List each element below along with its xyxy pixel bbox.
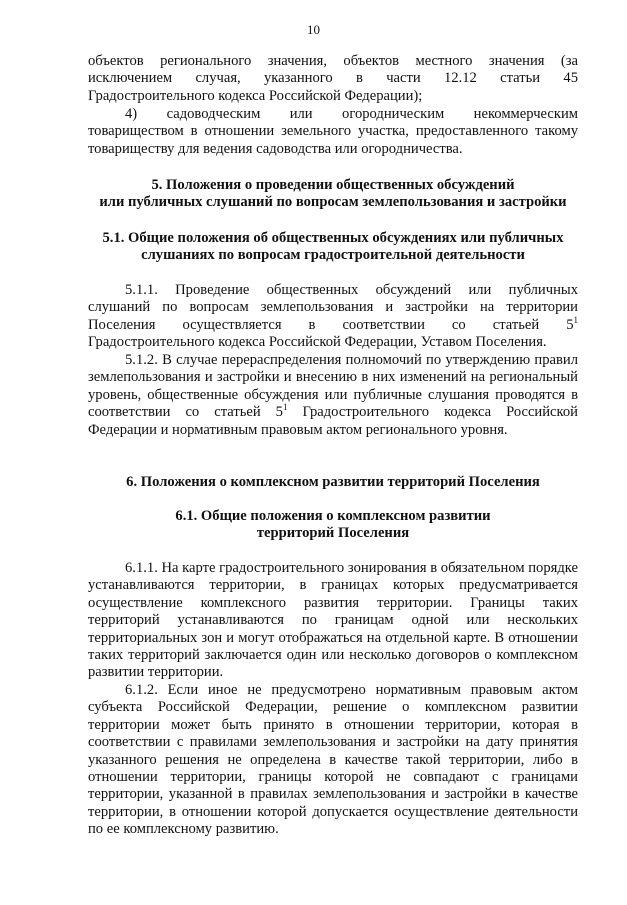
paragraph: 6.1.1. На карте градостроительного зонирования в обязательном порядке устанавливаются территории, в границах которых предусматривается осуществление комплексного развития территории. Границы таких территорий устанавливаются по границам одной или нескольких территориальных зон и могут отображаться на отдельной карте. В отношении таких территорий заключается один или несколько договоров о комплексном развитии территории. xyxy=(88,560,578,681)
heading-line: 6. Положения о комплексном развитии территорий Поселения xyxy=(126,474,540,490)
text-segment: Поселения осуществляется в соответствии со статьей 5 xyxy=(88,316,574,333)
heading-line: слушаниях по вопросам градостроительной деятельности xyxy=(141,247,525,264)
list-item-4 xyxy=(88,106,578,158)
section-6-1-heading xyxy=(88,508,578,543)
section-5-1-heading xyxy=(88,230,578,265)
text-line: товариществу для ведения садоводства или огородничества. xyxy=(88,140,463,157)
heading-line: или публичных слушаний по вопросам землепользования и застройки xyxy=(99,194,567,211)
continuation-text xyxy=(88,53,578,105)
paragraph-6-1-2 xyxy=(88,682,578,839)
heading-line: территорий Поселения xyxy=(256,525,410,542)
paragraph: 6.1.2. Если иное не предусмотрено нормативным правовым актом субъекта Российской Федерации, решение о комплексном развитии территории может быть принято в отношении территории, которая в соответствии с правилами землепользования и застройки на дату принятия указанного решения не определена в качестве такой территории, либо в отношении территории, границы которой не совпадают с границами территории, указанной в правилах землепользования и застройки в качестве территории, в отношении которой допускается осуществление деятельности по ее комплексному развитию. xyxy=(88,682,578,838)
section-5-heading xyxy=(88,177,578,212)
text-line: объектов регионального значения, объектов местного значения (за xyxy=(88,53,578,69)
paragraph-5-1-1 xyxy=(88,282,578,352)
text-segment: Градостроительного кодекса Российской Федерации и нормативным правовым актом регионального уровня. xyxy=(88,404,578,438)
paragraph-6-1-1 xyxy=(88,560,578,682)
text-segment: 5.1.2. В случае перераспределения полномочий по утверждению правил землепользования и застройки и внесению в них изменений на региональный уровень, общественные обсуждения или публичные слушания проводятся в соответствии со статьей 5 xyxy=(88,352,578,421)
paragraph xyxy=(88,352,578,439)
text-line: Градостроительного кодекса Российской Федерации, Уставом Поселения. xyxy=(88,334,547,351)
text-line xyxy=(88,314,578,334)
superscript: 1 xyxy=(282,402,288,413)
section-6-heading xyxy=(88,474,578,491)
heading-line: 5.1. Общие положения об общественных обсуждениях или публичных xyxy=(102,230,564,246)
heading-line: 5. Положения о проведении общественных обсуждений xyxy=(151,177,515,193)
text-line: исключением случая, указанного в части 12.12 статьи 45 xyxy=(88,70,578,87)
text-line: Градостроительного кодекса Российской Федерации); xyxy=(88,87,423,104)
text-line: слушаний по вопросам землепользования и застройки на территории xyxy=(88,299,578,316)
text-line: товариществом в отношении земельного участка, предоставленного такому xyxy=(88,123,578,140)
heading-line: 6.1. Общие положения о комплексном развитии xyxy=(175,508,491,524)
page-number: 10 xyxy=(307,22,320,37)
text-line: 5.1.1. Проведение общественных обсуждений или публичных xyxy=(125,282,578,298)
text-line: 4) садоводческим или огородническим некоммерческим xyxy=(125,106,578,122)
paragraph-5-1-2 xyxy=(88,352,578,439)
superscript: 1 xyxy=(573,314,578,325)
